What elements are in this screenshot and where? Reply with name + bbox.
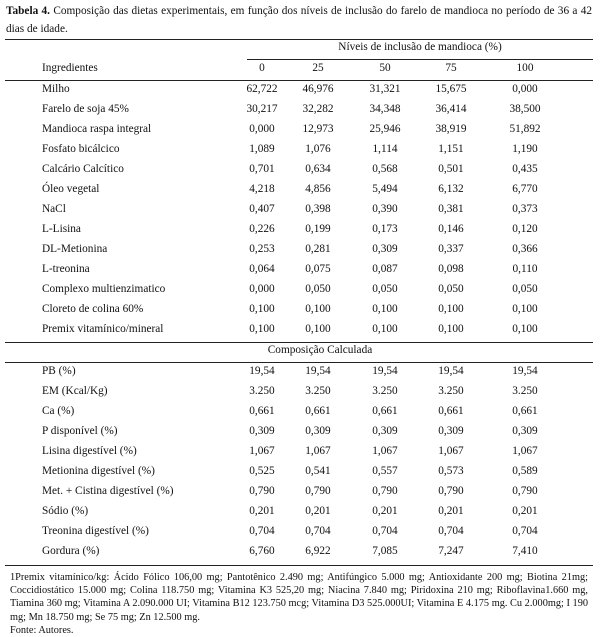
cell: 1,151 xyxy=(438,143,464,155)
level-header: 25 xyxy=(312,62,324,74)
table-row xyxy=(0,321,600,341)
row-label: L-Lisina xyxy=(42,223,81,235)
cell: 36,414 xyxy=(435,103,467,115)
row-label: EM (Kcal/Kg) xyxy=(42,385,108,397)
row-label: Lisina digestível (%) xyxy=(42,445,137,457)
cell: 0,634 xyxy=(305,163,331,175)
cell: 7,410 xyxy=(512,545,538,557)
row-label: Milho xyxy=(42,83,70,95)
cell: 0,050 xyxy=(438,283,464,295)
cell: 0,050 xyxy=(512,283,538,295)
cell: 0,309 xyxy=(372,425,398,437)
row-label: DL-Metionina xyxy=(42,243,108,255)
cell: 0,309 xyxy=(438,425,464,437)
top-rule xyxy=(5,39,593,40)
table-row xyxy=(0,543,600,563)
table-row xyxy=(0,301,600,321)
cell: 38,919 xyxy=(435,123,467,135)
cell: 0,573 xyxy=(438,465,464,477)
cell: 0,100 xyxy=(512,303,538,315)
cell: 0,568 xyxy=(372,163,398,175)
cell: 1,076 xyxy=(305,143,331,155)
footnote xyxy=(10,571,588,637)
table-row xyxy=(0,201,600,221)
cell: 0,100 xyxy=(372,303,398,315)
cell: 0,373 xyxy=(512,203,538,215)
cell: 0,435 xyxy=(512,163,538,175)
table-row xyxy=(0,463,600,483)
table-row xyxy=(0,281,600,301)
cell: 0,146 xyxy=(438,223,464,235)
row-label: Mandioca raspa integral xyxy=(42,123,152,135)
cell: 30,217 xyxy=(246,103,278,115)
row-label: Treonina digestível (%) xyxy=(42,525,149,537)
cell: 0,201 xyxy=(372,505,398,517)
cell: 0,120 xyxy=(512,223,538,235)
table-row xyxy=(0,241,600,261)
cell: 5,494 xyxy=(372,183,398,195)
row-label: L-treonina xyxy=(42,263,90,275)
cell: 19,54 xyxy=(372,365,398,377)
cell: 0,309 xyxy=(372,243,398,255)
cell: 0,661 xyxy=(512,405,538,417)
cell: 0,309 xyxy=(512,425,538,437)
row-label: Metionina digestível (%) xyxy=(42,465,155,477)
cell: 0,110 xyxy=(512,263,538,275)
level-header: 0 xyxy=(259,62,265,74)
cell: 0,064 xyxy=(249,263,275,275)
bottom-rule xyxy=(5,565,593,566)
row-label: Calcário Calcítico xyxy=(42,163,124,175)
cell: 0,704 xyxy=(438,525,464,537)
cell: 19,54 xyxy=(249,365,275,377)
cell: 0,100 xyxy=(438,323,464,335)
cell: 0,790 xyxy=(438,485,464,497)
cell: 0,661 xyxy=(249,405,275,417)
table-row xyxy=(0,161,600,181)
cell: 0,100 xyxy=(372,323,398,335)
cell: 0,661 xyxy=(305,405,331,417)
cell: 15,675 xyxy=(435,83,467,95)
table-row xyxy=(0,423,600,443)
cell: 0,100 xyxy=(512,323,538,335)
cell: 3.250 xyxy=(512,385,538,397)
table-row xyxy=(0,483,600,503)
cell: 6,770 xyxy=(512,183,538,195)
cell: 1,089 xyxy=(249,143,275,155)
cell: 3.250 xyxy=(305,385,331,397)
cell: 0,050 xyxy=(305,283,331,295)
cell: 34,348 xyxy=(369,103,401,115)
cell: 0,701 xyxy=(249,163,275,175)
cell: 0,199 xyxy=(305,223,331,235)
row-label: Complexo multienzimatico xyxy=(42,283,166,295)
cell: 6,922 xyxy=(305,545,331,557)
table-row xyxy=(0,403,600,423)
cell: 0,100 xyxy=(438,303,464,315)
cell: 1,114 xyxy=(372,143,398,155)
cell: 0,790 xyxy=(305,485,331,497)
cell: 0,589 xyxy=(512,465,538,477)
row-label: P disponível (%) xyxy=(42,425,118,437)
row-label: Ca (%) xyxy=(42,405,75,417)
row-label: Sódio (%) xyxy=(42,505,89,517)
cell: 1,067 xyxy=(512,445,538,457)
cell: 0,201 xyxy=(305,505,331,517)
table-row xyxy=(0,181,600,201)
cell: 0,704 xyxy=(372,525,398,537)
level-header: 100 xyxy=(516,62,534,74)
cell: 0,281 xyxy=(305,243,331,255)
cell: 31,321 xyxy=(369,83,401,95)
row-label: Gordura (%) xyxy=(42,545,100,557)
table-row xyxy=(0,261,600,281)
cell: 0,087 xyxy=(372,263,398,275)
cell: 0,407 xyxy=(249,203,275,215)
cell: 0,390 xyxy=(372,203,398,215)
table-row xyxy=(0,121,600,141)
cell: 0,557 xyxy=(372,465,398,477)
table-caption xyxy=(6,2,592,38)
cell: 1,067 xyxy=(438,445,464,457)
row-label: Fosfato bicálcico xyxy=(42,143,120,155)
cell: 51,892 xyxy=(509,123,541,135)
cell: 25,946 xyxy=(369,123,401,135)
cell: 0,100 xyxy=(249,323,275,335)
cell: 7,247 xyxy=(438,545,464,557)
cell: 0,381 xyxy=(438,203,464,215)
cell: 0,201 xyxy=(512,505,538,517)
cell: 0,525 xyxy=(249,465,275,477)
cell: 0,541 xyxy=(305,465,331,477)
cell: 0,309 xyxy=(249,425,275,437)
table-caption-text: Composição das dietas experimentais, em função dos níveis de inclusão do farelo de mandioca no período de 36 a 42 dias de idade. xyxy=(6,5,593,35)
cell: 0,366 xyxy=(512,243,538,255)
cell: 1,067 xyxy=(249,445,275,457)
footnote-source: Fonte: Autores. xyxy=(10,624,74,636)
cell: 0,201 xyxy=(249,505,275,517)
table-row xyxy=(0,383,600,403)
cell: 0,501 xyxy=(438,163,464,175)
table-label: Tabela 4. xyxy=(6,5,51,17)
cell: 1,067 xyxy=(372,445,398,457)
table-row xyxy=(0,523,600,543)
cell: 0,075 xyxy=(305,263,331,275)
table-row xyxy=(0,101,600,121)
cell: 0,661 xyxy=(438,405,464,417)
table-row xyxy=(0,141,600,161)
cell: 4,856 xyxy=(305,183,331,195)
cell: 0,309 xyxy=(305,425,331,437)
row-label: NaCl xyxy=(42,203,66,215)
footnote-text: 1Premix vitamínico/kg: Ácido Fólico 106,00 mg; Pantotênico 2.490 mg; Antifúngico 5.000 mg; Antioxidante 200 mg; Biotina 21mg; Coccidiostático 15.000 mg; Colina 118.750 mg; Vitamina K3 525,20 mg; Niacina 7.840 mg; Piridoxina 210 mg; Riboflavina1.660 mg, Tiamina 360 mg; Vitamina A 2.090.000 UI; Vitamina B12 123.750 mcg; Vitamina D3 525.000UI; Vitamina E 4.175 mg. Cu 2.000mg; I 190 mg; Mn 18.750 mg; Se 75 mg; Zn 12.500 mg. xyxy=(10,572,588,623)
cell: 0,100 xyxy=(305,323,331,335)
table-row xyxy=(0,503,600,523)
levels-group-title: Níveis de inclusão de mandioca (%) xyxy=(338,41,502,53)
cell: 0,100 xyxy=(249,303,275,315)
table-row xyxy=(0,363,600,383)
cell: 0,000 xyxy=(512,83,538,95)
cell: 3.250 xyxy=(372,385,398,397)
cell: 0,704 xyxy=(305,525,331,537)
table-row xyxy=(0,443,600,463)
cell: 0,000 xyxy=(249,123,275,135)
cell: 32,282 xyxy=(302,103,334,115)
row-label: Farelo de soja 45% xyxy=(42,103,129,115)
row-label: Óleo vegetal xyxy=(42,183,100,195)
cell: 0,704 xyxy=(512,525,538,537)
cell: 3.250 xyxy=(438,385,464,397)
ingredients-header: Ingredientes xyxy=(42,62,98,74)
cell: 0,173 xyxy=(372,223,398,235)
cell: 38,500 xyxy=(509,103,541,115)
cell: 7,085 xyxy=(372,545,398,557)
cell: 0,098 xyxy=(438,263,464,275)
cell: 1,067 xyxy=(305,445,331,457)
row-label: PB (%) xyxy=(42,365,76,377)
cell: 0,000 xyxy=(249,283,275,295)
row-label: Met. + Cistina digestível (%) xyxy=(42,485,174,497)
cell: 19,54 xyxy=(512,365,538,377)
cell: 0,100 xyxy=(305,303,331,315)
cell: 62,722 xyxy=(246,83,278,95)
cell: 3.250 xyxy=(249,385,275,397)
cell: 0,337 xyxy=(438,243,464,255)
cell: 0,253 xyxy=(249,243,275,255)
calculated-section-title: Composição Calculada xyxy=(267,344,373,356)
cell: 1,190 xyxy=(512,143,538,155)
cell: 0,661 xyxy=(372,405,398,417)
cell: 19,54 xyxy=(305,365,331,377)
row-label: Cloreto de colina 60% xyxy=(42,303,144,315)
level-header: 50 xyxy=(379,62,391,74)
table-row xyxy=(0,221,600,241)
header-row xyxy=(0,60,600,80)
cell: 6,760 xyxy=(249,545,275,557)
cell: 46,976 xyxy=(302,83,334,95)
cell: 0,226 xyxy=(249,223,275,235)
cell: 0,790 xyxy=(512,485,538,497)
cell: 0,201 xyxy=(438,505,464,517)
cell: 0,790 xyxy=(249,485,275,497)
cell: 0,704 xyxy=(249,525,275,537)
cell: 12,973 xyxy=(302,123,334,135)
cell: 4,218 xyxy=(249,183,275,195)
section-rule xyxy=(5,342,593,343)
cell: 0,790 xyxy=(372,485,398,497)
cell: 0,398 xyxy=(305,203,331,215)
level-header: 75 xyxy=(445,62,457,74)
cell: 6,132 xyxy=(438,183,464,195)
cell: 0,050 xyxy=(372,283,398,295)
table-row xyxy=(0,81,600,101)
cell: 19,54 xyxy=(438,365,464,377)
row-label: Premix vitamínico/mineral xyxy=(42,323,164,335)
